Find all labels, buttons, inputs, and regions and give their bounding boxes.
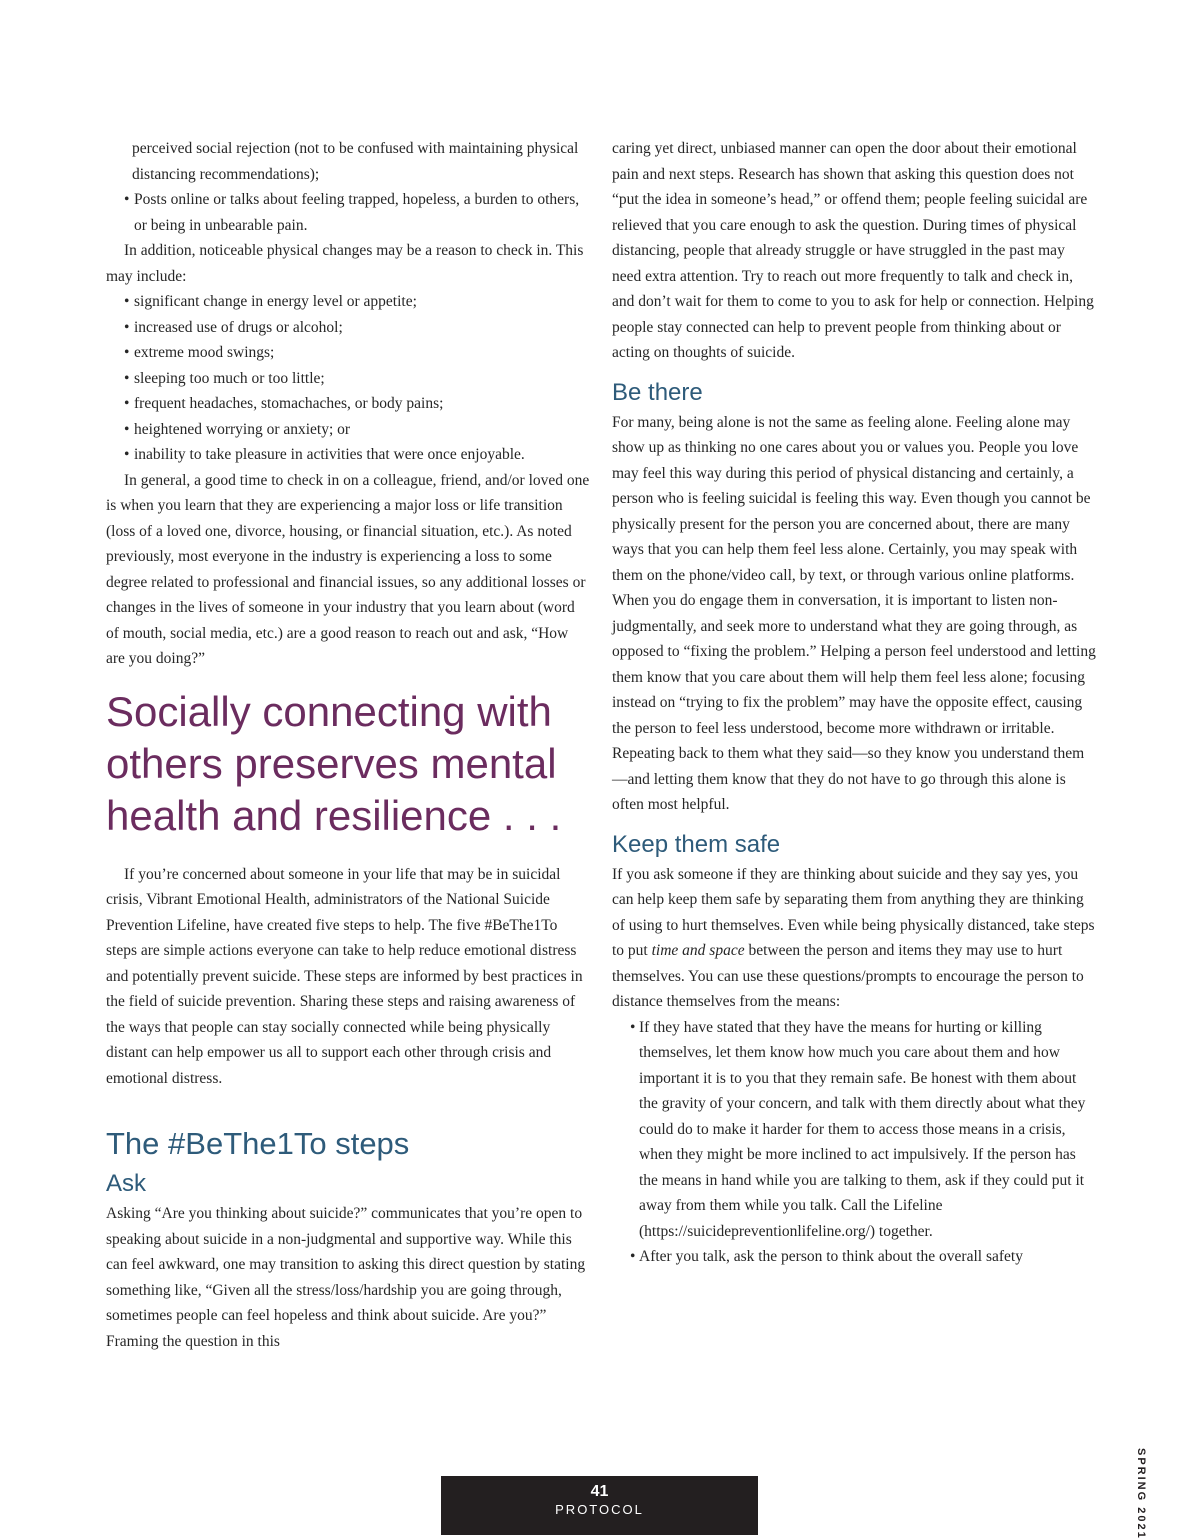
be-there-heading: Be there [612, 378, 703, 406]
list-item: • After you talk, ask the person to think about the overall safety [612, 1244, 1097, 1270]
page-footer [441, 1476, 758, 1535]
keep-safe-heading: Keep them safe [612, 830, 781, 858]
steps-heading: The #BeThe1To steps [106, 1126, 410, 1161]
left-column [106, 136, 590, 1354]
list-item: • significant change in energy level or appetite; [106, 289, 590, 315]
list-item: • If they have stated that they have the means for hurting or killing themselves, let them know how much you care about them and how important it is to you that they remain safe. Be honest with them about the gravity of your concern, and talk with them directly about what they could do to make it harder for them to access those means in a crisis, when they might be more inclined to act impulsively. If the person has the means in hand while you are talking to them, ask if they could put it away from them while you talk. Call the Lifeline (https://suicidepreventionlifeline.org/) together. [612, 1015, 1097, 1245]
intro-continuation: perceived social rejection (not to be confused with maintaining physical distancing recommendations); [132, 140, 579, 183]
intro-bullet-list [106, 187, 590, 238]
issue-label: SPRING 2021 [1135, 1448, 1147, 1540]
keep-safe-list [612, 1015, 1097, 1270]
physical-changes-list [106, 289, 590, 468]
concerned-paragraph: If you’re concerned about someone in your life that may be in suicidal crisis, Vibrant Emotional Health, administrators of the National Suicide Prevention Lifeline, have created five steps to help. The five #BeThe1To steps are simple actions everyone can take to help reduce emotional distress and potentially prevent suicide. These steps are informed by best practices in the field of suicide prevention. Sharing these steps and raising awareness of the ways that people can stay socially connected while being physically distant can help empower us all to support each other through crisis and emotional distress. [106, 865, 583, 1087]
keep-safe-text-b: between the person and items they may use to hurt themselves. You can use these questions/prompts to encourage the person to distance themselves from the means: [612, 942, 1084, 1010]
list-item: • frequent headaches, stomachaches, or body pains; [106, 391, 590, 417]
list-item: • heightened worrying or anxiety; or [106, 417, 590, 443]
publication-name: PROTOCOL [555, 1502, 644, 1517]
ask-paragraph: Asking “Are you thinking about suicide?” communicates that you’re open to speaking about suicide in a non-judgmental and supportive way. While this can feel awkward, one may transition to asking this direct question by stating something like, “Given all the stress/loss/hardship you are going through, sometimes people can feel hopeless and think about suicide. Are you?” Framing the question in this [106, 1205, 586, 1350]
be-there-paragraph: For many, being alone is not the same as feeling alone. Feeling alone may show up as thinking no one cares about you or values you. People you love may feel this way during this period of physical distancing and certainly, a person who is feeling suicidal is feeling this way. Even though you cannot be physically present for the person you are concerned about, there are many ways that you can help them feel less alone. Certainly, you may speak with them on the phone/video call, by text, or through various online platforms. When you do engage them in conversation, it is important to listen non-judgmentally, and seek more to understand what they are going through, as opposed to “fixing the problem.” Helping a person feel understood and letting them know that you care about them will help them feel less alone; focusing instead on “trying to fix the problem” may have the opposite effect, causing the person to feel less understood, become more withdrawn or irritable. Repeating back to them what they said—so they know you understand them—and letting them know that they do not have to go through this alone is often most helpful. [612, 413, 1096, 813]
pull-quote: Socially connecting with others preserves mental health and resilience . . . [106, 687, 562, 839]
physical-changes-intro: In addition, noticeable physical changes may be a reason to check in. This may include: [106, 242, 584, 285]
general-paragraph: In general, a good time to check in on a colleague, friend, and/or loved one is when you learn that they are experiencing a major loss or life transition (loss of a loved one, divorce, housing, or financial situation, etc.). As noted previously, most everyone in the industry is experiencing a loss to some degree related to professional and financial issues, so any additional losses or changes in the lives of someone in your industry that you learn about (word of mouth, social media, etc.) are a good reason to reach out and ask, “How are you doing?” [106, 471, 590, 667]
list-item: • extreme mood swings; [106, 340, 590, 366]
keep-safe-paragraph [612, 862, 1097, 1015]
ask-heading: Ask [106, 1170, 147, 1197]
list-item: • increased use of drugs or alcohol; [106, 315, 590, 341]
list-item: • sleeping too much or too little; [106, 366, 590, 392]
page-number: 41 [590, 1483, 609, 1500]
ask-continuation: caring yet direct, unbiased manner can open the door about their emotional pain and next steps. Research has shown that asking this question does not “put the idea in someone’s head,” or offend them; people feeling suicidal are relieved that you care enough to ask the question. During times of physical distancing, people that already struggle or have struggled in the past may need extra attention. Try to reach out more frequently to talk and check in, and don’t wait for them to come to you to ask for help or connection. Helping people stay connected can help to prevent people from thinking about or acting on thoughts of suicide. [612, 140, 1094, 361]
keep-safe-text-a: If you ask someone if they are thinking about suicide and they say yes, you can help keep them safe by separating them from anything they are thinking of using to hurt themselves. Even while being physically distanced, take steps to put [612, 865, 1095, 959]
keep-safe-emphasis: time and space [651, 942, 745, 959]
list-item: • Posts online or talks about feeling trapped, hopeless, a burden to others, or being in unbearable pain. [106, 187, 590, 238]
list-item: • inability to take pleasure in activities that were once enjoyable. [106, 442, 590, 468]
right-column [612, 136, 1097, 1270]
